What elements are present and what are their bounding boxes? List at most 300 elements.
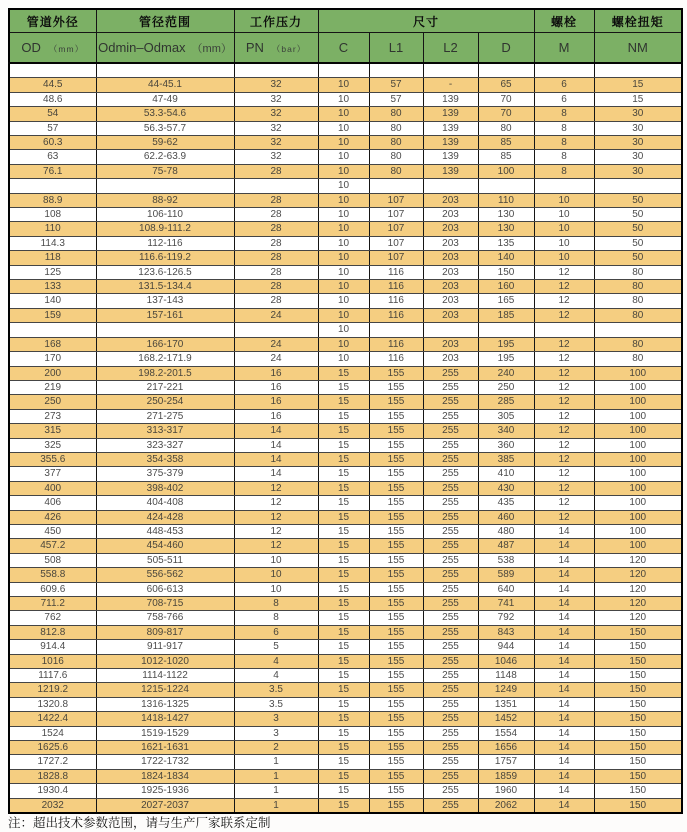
cell: 133 <box>9 280 96 294</box>
cell: 110 <box>478 193 534 207</box>
cell: 10 <box>318 251 369 265</box>
cell <box>96 63 234 78</box>
cell: 155 <box>369 697 423 711</box>
table-row <box>9 164 682 178</box>
table-row <box>9 380 682 394</box>
cell: 140 <box>9 294 96 308</box>
cell: 1960 <box>478 784 534 798</box>
cell: 250-254 <box>96 395 234 409</box>
cell <box>96 323 234 337</box>
table-row <box>9 63 682 78</box>
cell: 12 <box>534 452 594 466</box>
header-group-3: 尺寸 <box>318 9 534 33</box>
cell <box>369 179 423 193</box>
cell: 88.9 <box>9 193 96 207</box>
cell: 80 <box>594 308 682 322</box>
subheader-unit: （mm） <box>48 44 85 54</box>
cell: 15 <box>318 438 369 452</box>
cell: 85 <box>478 150 534 164</box>
cell: 255 <box>423 409 478 423</box>
cell: 424-428 <box>96 510 234 524</box>
cell: 80 <box>369 107 423 121</box>
cell: 255 <box>423 510 478 524</box>
cell: 70 <box>478 92 534 106</box>
cell: 80 <box>594 280 682 294</box>
cell <box>478 323 534 337</box>
cell: 15 <box>318 640 369 654</box>
table-row <box>9 78 682 92</box>
cell: 1859 <box>478 769 534 783</box>
cell: 150 <box>594 712 682 726</box>
cell: 150 <box>594 798 682 813</box>
table-row <box>9 424 682 438</box>
cell: 410 <box>478 467 534 481</box>
cell: 457.2 <box>9 539 96 553</box>
cell: 255 <box>423 366 478 380</box>
cell: 450 <box>9 524 96 538</box>
cell: 398-402 <box>96 481 234 495</box>
cell: 15 <box>318 625 369 639</box>
cell: 508 <box>9 553 96 567</box>
cell: 85 <box>478 136 534 150</box>
cell: 150 <box>594 755 682 769</box>
table-row <box>9 640 682 654</box>
table-row <box>9 597 682 611</box>
cell: 10 <box>318 78 369 92</box>
subheader-pn <box>234 33 318 64</box>
cell: 203 <box>423 193 478 207</box>
cell: 139 <box>423 121 478 135</box>
cell: 255 <box>423 669 478 683</box>
cell <box>234 63 318 78</box>
cell: 271-275 <box>96 409 234 423</box>
cell: 14 <box>534 683 594 697</box>
cell: 8 <box>234 611 318 625</box>
cell: 15 <box>318 395 369 409</box>
cell: 80 <box>369 121 423 135</box>
subheader-label: L2 <box>443 40 458 55</box>
cell: 155 <box>369 452 423 466</box>
cell: 155 <box>369 784 423 798</box>
cell: 155 <box>369 582 423 596</box>
cell: 28 <box>234 294 318 308</box>
cell: 14 <box>534 524 594 538</box>
cell: 14 <box>534 640 594 654</box>
cell: 150 <box>594 640 682 654</box>
cell: 480 <box>478 524 534 538</box>
cell: 12 <box>234 539 318 553</box>
cell: 12 <box>534 352 594 366</box>
cell: 10 <box>318 265 369 279</box>
cell: 14 <box>534 755 594 769</box>
subheader-d <box>478 33 534 64</box>
cell: 195 <box>478 352 534 366</box>
cell: 155 <box>369 395 423 409</box>
cell: 203 <box>423 308 478 322</box>
cell: 255 <box>423 524 478 538</box>
cell: 155 <box>369 712 423 726</box>
cell: 1114-1122 <box>96 669 234 683</box>
cell: 15 <box>318 683 369 697</box>
table-row <box>9 539 682 553</box>
cell: 15 <box>318 452 369 466</box>
cell: 487 <box>478 539 534 553</box>
cell: 255 <box>423 798 478 813</box>
cell: 118 <box>9 251 96 265</box>
cell: 120 <box>594 568 682 582</box>
cell: 100 <box>594 496 682 510</box>
cell: 198.2-201.5 <box>96 366 234 380</box>
cell <box>534 63 594 78</box>
cell: 10 <box>318 164 369 178</box>
cell: 1625.6 <box>9 741 96 755</box>
cell: 10 <box>534 208 594 222</box>
cell: 255 <box>423 683 478 697</box>
cell: 106-110 <box>96 208 234 222</box>
cell: 556-562 <box>96 568 234 582</box>
table-row <box>9 222 682 236</box>
cell: 28 <box>234 265 318 279</box>
cell: 100 <box>594 438 682 452</box>
table-body <box>9 63 682 813</box>
cell: 107 <box>369 251 423 265</box>
cell: 150 <box>594 769 682 783</box>
cell: 15 <box>318 611 369 625</box>
cell: 120 <box>594 582 682 596</box>
cell: 400 <box>9 481 96 495</box>
cell: 14 <box>534 654 594 668</box>
cell: 155 <box>369 798 423 813</box>
cell: 88-92 <box>96 193 234 207</box>
table-row <box>9 323 682 337</box>
cell: 155 <box>369 597 423 611</box>
cell <box>478 179 534 193</box>
cell: 30 <box>594 150 682 164</box>
subheader-nm <box>594 33 682 64</box>
cell: 15 <box>318 510 369 524</box>
cell: 505-511 <box>96 553 234 567</box>
cell: 32 <box>234 136 318 150</box>
table-row <box>9 582 682 596</box>
cell: 911-917 <box>96 640 234 654</box>
cell: 255 <box>423 424 478 438</box>
cell: 1519-1529 <box>96 726 234 740</box>
subheader-label: Odmin–Odmax <box>98 39 186 55</box>
cell <box>9 63 96 78</box>
cell: 15 <box>318 755 369 769</box>
cell: 80 <box>478 121 534 135</box>
cell: 10 <box>318 323 369 337</box>
cell: 558.8 <box>9 568 96 582</box>
cell: 255 <box>423 481 478 495</box>
cell: 538 <box>478 553 534 567</box>
cell: 12 <box>234 524 318 538</box>
table-row <box>9 236 682 250</box>
cell: 65 <box>478 78 534 92</box>
subheader-label: PN <box>245 40 264 55</box>
header-group-1: 管径范围 <box>96 9 234 33</box>
cell: 100 <box>594 424 682 438</box>
cell: 166-170 <box>96 337 234 351</box>
cell: 15 <box>318 582 369 596</box>
table-row <box>9 769 682 783</box>
cell <box>369 63 423 78</box>
cell: 255 <box>423 625 478 639</box>
cell <box>594 323 682 337</box>
cell: 14 <box>234 438 318 452</box>
cell: 5 <box>234 640 318 654</box>
cell: 203 <box>423 294 478 308</box>
cell: 1 <box>234 784 318 798</box>
cell: 255 <box>423 467 478 481</box>
cell: 762 <box>9 611 96 625</box>
cell: 50 <box>594 251 682 265</box>
cell: 809-817 <box>96 625 234 639</box>
cell: 325 <box>9 438 96 452</box>
cell: 430 <box>478 481 534 495</box>
cell: 10 <box>318 222 369 236</box>
cell: 305 <box>478 409 534 423</box>
cell: 15 <box>318 481 369 495</box>
table-row <box>9 481 682 495</box>
cell: 80 <box>369 136 423 150</box>
cell: 155 <box>369 568 423 582</box>
cell <box>9 323 96 337</box>
cell: 32 <box>234 150 318 164</box>
cell: 255 <box>423 784 478 798</box>
cell: 812.8 <box>9 625 96 639</box>
footer-note: 注：超出技术参数范围，请与生产厂家联系定制 <box>8 816 271 830</box>
header-group-0: 管道外径 <box>9 9 96 33</box>
cell: 6 <box>234 625 318 639</box>
cell: 75-78 <box>96 164 234 178</box>
cell: 1046 <box>478 654 534 668</box>
cell: 285 <box>478 395 534 409</box>
cell: 460 <box>478 510 534 524</box>
cell: 24 <box>234 337 318 351</box>
cell: 1215-1224 <box>96 683 234 697</box>
cell: - <box>423 78 478 92</box>
cell: 100 <box>594 539 682 553</box>
cell: 203 <box>423 222 478 236</box>
cell: 15 <box>318 669 369 683</box>
cell: 12 <box>534 265 594 279</box>
table-row <box>9 553 682 567</box>
cell: 355.6 <box>9 452 96 466</box>
cell: 15 <box>318 784 369 798</box>
cell: 12 <box>534 308 594 322</box>
cell: 1621-1631 <box>96 741 234 755</box>
subheader-label: D <box>501 40 511 55</box>
cell: 12 <box>534 424 594 438</box>
cell: 150 <box>594 726 682 740</box>
table-row <box>9 107 682 121</box>
cell <box>234 323 318 337</box>
cell: 1452 <box>478 712 534 726</box>
subheader-label: L1 <box>388 40 404 55</box>
cell: 155 <box>369 669 423 683</box>
cell: 1 <box>234 755 318 769</box>
cell: 32 <box>234 92 318 106</box>
cell: 454-460 <box>96 539 234 553</box>
cell: 606-613 <box>96 582 234 596</box>
cell <box>318 63 369 78</box>
cell <box>478 63 534 78</box>
cell: 1016 <box>9 654 96 668</box>
cell: 914.4 <box>9 640 96 654</box>
cell: 3.5 <box>234 697 318 711</box>
cell: 12 <box>534 337 594 351</box>
cell: 2032 <box>9 798 96 813</box>
cell: 2062 <box>478 798 534 813</box>
cell: 1148 <box>478 669 534 683</box>
cell: 3 <box>234 726 318 740</box>
cell: 203 <box>423 208 478 222</box>
cell: 1828.8 <box>9 769 96 783</box>
cell: 255 <box>423 741 478 755</box>
cell: 273 <box>9 409 96 423</box>
header-group-row <box>9 9 682 33</box>
cell: 1727.2 <box>9 755 96 769</box>
cell: 120 <box>594 611 682 625</box>
cell: 255 <box>423 452 478 466</box>
cell: 377 <box>9 467 96 481</box>
cell: 14 <box>234 452 318 466</box>
cell: 100 <box>594 395 682 409</box>
subheader-od <box>9 33 96 64</box>
table-row <box>9 280 682 294</box>
cell: 114.3 <box>9 236 96 250</box>
cell: 843 <box>478 625 534 639</box>
cell: 255 <box>423 697 478 711</box>
cell: 130 <box>478 222 534 236</box>
cell: 54 <box>9 107 96 121</box>
cell: 10 <box>534 236 594 250</box>
cell: 1757 <box>478 755 534 769</box>
cell: 100 <box>594 467 682 481</box>
table-row <box>9 683 682 697</box>
cell: 255 <box>423 712 478 726</box>
table-row <box>9 755 682 769</box>
cell: 168.2-171.9 <box>96 352 234 366</box>
cell: 150 <box>594 669 682 683</box>
cell: 8 <box>534 164 594 178</box>
cell: 14 <box>234 424 318 438</box>
cell: 10 <box>318 193 369 207</box>
cell: 140 <box>478 251 534 265</box>
table-row <box>9 510 682 524</box>
cell: 130 <box>478 208 534 222</box>
cell: 14 <box>534 582 594 596</box>
cell: 240 <box>478 366 534 380</box>
cell: 32 <box>234 107 318 121</box>
cell: 100 <box>594 524 682 538</box>
cell: 15 <box>318 726 369 740</box>
table-row <box>9 784 682 798</box>
cell: 15 <box>318 380 369 394</box>
cell: 10 <box>318 136 369 150</box>
cell: 255 <box>423 553 478 567</box>
cell: 385 <box>478 452 534 466</box>
cell: 44.5 <box>9 78 96 92</box>
cell: 15 <box>318 568 369 582</box>
cell: 12 <box>534 496 594 510</box>
cell: 315 <box>9 424 96 438</box>
cell: 116.6-119.2 <box>96 251 234 265</box>
cell: 14 <box>234 467 318 481</box>
cell: 107 <box>369 208 423 222</box>
cell: 150 <box>594 697 682 711</box>
cell: 203 <box>423 251 478 265</box>
subheader-unit: （bar） <box>271 44 307 54</box>
cell: 10 <box>318 208 369 222</box>
cell: 758-766 <box>96 611 234 625</box>
cell: 28 <box>234 164 318 178</box>
cell: 12 <box>534 409 594 423</box>
cell: 56.3-57.7 <box>96 121 234 135</box>
subheader-label: C <box>338 40 349 55</box>
cell: 62.2-63.9 <box>96 150 234 164</box>
subheader-label: NM <box>627 40 648 55</box>
subheader-label: OD <box>21 40 41 55</box>
table-row <box>9 741 682 755</box>
table-row <box>9 150 682 164</box>
cell: 150 <box>594 625 682 639</box>
table-row <box>9 726 682 740</box>
cell: 120 <box>594 553 682 567</box>
cell: 375-379 <box>96 467 234 481</box>
cell: 28 <box>234 236 318 250</box>
cell: 32 <box>234 121 318 135</box>
table-row <box>9 294 682 308</box>
cell: 3.5 <box>234 683 318 697</box>
cell: 10 <box>318 294 369 308</box>
cell: 10 <box>234 568 318 582</box>
cell <box>234 179 318 193</box>
cell: 50 <box>594 208 682 222</box>
cell: 123.6-126.5 <box>96 265 234 279</box>
cell: 255 <box>423 726 478 740</box>
table-row <box>9 265 682 279</box>
cell: 255 <box>423 582 478 596</box>
cell: 48.6 <box>9 92 96 106</box>
cell: 10 <box>234 582 318 596</box>
cell: 14 <box>534 741 594 755</box>
cell: 28 <box>234 208 318 222</box>
cell: 200 <box>9 366 96 380</box>
cell: 24 <box>234 352 318 366</box>
cell: 589 <box>478 568 534 582</box>
table-row <box>9 136 682 150</box>
cell: 15 <box>318 524 369 538</box>
cell: 108.9-111.2 <box>96 222 234 236</box>
cell: 139 <box>423 92 478 106</box>
cell: 155 <box>369 611 423 625</box>
cell: 250 <box>9 395 96 409</box>
header-subrow <box>9 33 682 64</box>
header-group-5: 螺栓扭矩 <box>594 9 682 33</box>
cell: 12 <box>534 481 594 495</box>
cell: 16 <box>234 395 318 409</box>
cell: 708-715 <box>96 597 234 611</box>
cell <box>369 323 423 337</box>
cell: 15 <box>318 424 369 438</box>
cell: 1 <box>234 769 318 783</box>
cell: 15 <box>594 78 682 92</box>
cell: 15 <box>318 697 369 711</box>
cell: 80 <box>594 337 682 351</box>
cell: 155 <box>369 741 423 755</box>
